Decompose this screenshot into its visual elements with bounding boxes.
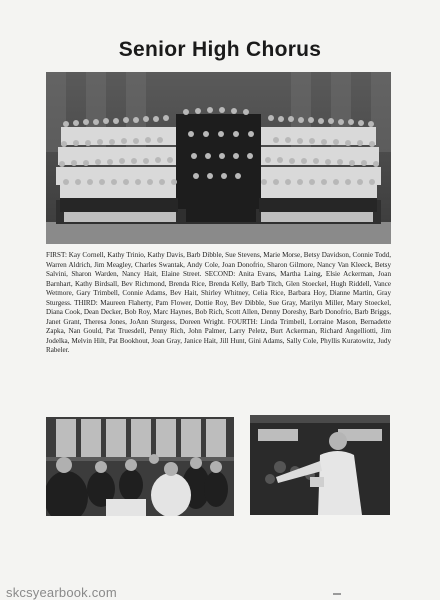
page-mark bbox=[333, 593, 341, 595]
page-title: Senior High Chorus bbox=[118, 38, 322, 61]
photo-caption: FIRST: Kay Cornell, Kathy Trinio, Kathy Davis, Barb Dibble, Sue Stevens, Marie Morse, Betsy Davidson, Connie Todd, Warren Aldrich, Jim Meagley, Charles Swantak, Andy Cole, Joan Donofrio, Sharon Gilmore, Nancy Van Kleeck, Betsy Salvini, Sharon Warden, Nancy Hait, Elaine Street. SECOND: Anita Evans, Martha Laing, Elsie Ackerman, Joan Barnhart, Kathy Birdsall, Bev Richmond, Brenda Rice, Brenda Kelly, Barb Titch, Glen Stoeckel, Hugh Riddell, Vance Wetmore, Gary Trimbell, Connie Adams, Bev Hait, Shirley Whitney, Celia Rice, Barbara Hoy, Dianne Martin, Gray Sturgess. THIRD: Maureen Flaherty, Pam Flower, Dottie Roy, Bev Dibble, Sue Gray, Marilyn Miller, Mary Stoeckel, Diana Cook, Dean Decker, Bob Roy, Marc Haynes, Bob Rich, Scott Allen, Denny Doreshy, Barb Donofrio, Barb Briggs, Janet Grant, Theresa Jones, JoAnn Sturgess, Doreen Wright. FOURTH: Linda Trimbell, Lorraine Mason, Bernadette Zapka, Nan Gould, Pat Truesdell, Penny Rich, John Palmer, Larry Peletz, Burt Ackerman, Richard Angelliotti, Jim Jodelka, Melvin Hilt, Pat Bookhout, Joan Gray, Janice Hait, Jill Hunt, Gini Adams, Sally Cole, Phyllis Kuratowitz, Judy Rabeler. bbox=[46, 251, 391, 355]
chorus-group-photo bbox=[46, 72, 391, 244]
chorus-candid-photo bbox=[46, 417, 234, 516]
watermark-text: skcsyearbook.com bbox=[6, 585, 117, 600]
chorus-candid-illustration bbox=[46, 417, 234, 516]
director-photo bbox=[250, 415, 390, 515]
chorus-group-photo-illustration bbox=[46, 72, 391, 244]
director-illustration bbox=[250, 415, 390, 515]
